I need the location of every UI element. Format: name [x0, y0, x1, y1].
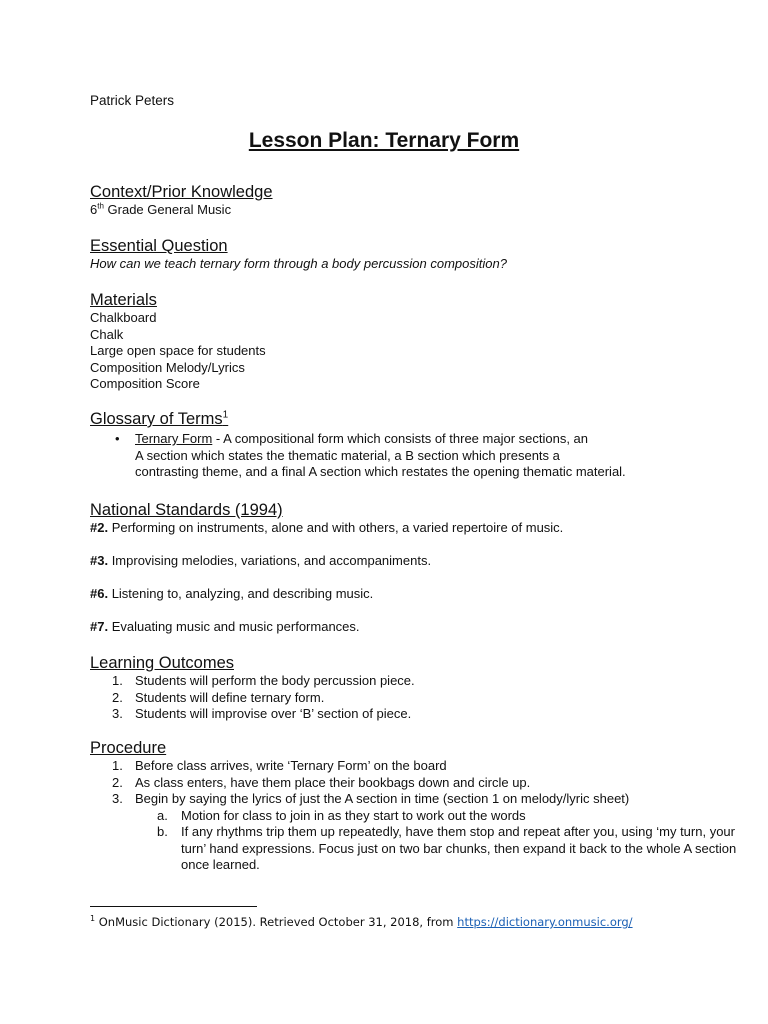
glossary-term: Ternary Form: [135, 431, 213, 446]
procedure-heading: Procedure: [90, 739, 167, 757]
procedure-step: 1. Before class arrives, write ‘Ternary Form’ on the board: [112, 758, 447, 773]
outcome-item: 3. Students will improvise over ‘B’ section of piece.: [112, 706, 412, 721]
bullet-icon: •: [115, 431, 120, 446]
standard-item: #2. Performing on instruments, alone and with others, a varied repertoire of music.: [90, 520, 564, 535]
procedure-substep: a. Motion for class to join in as they start to work out the words: [157, 807, 526, 823]
footnote-divider: [90, 906, 257, 907]
essential-question-heading: Essential Question: [90, 237, 228, 255]
standards-heading: National Standards (1994): [90, 501, 283, 519]
materials-item: Chalkboard: [90, 310, 157, 325]
essential-question-text: How can we teach ternary form through a body percussion composition?: [90, 256, 507, 271]
materials-item: Large open space for students: [90, 343, 266, 358]
standard-item: #7. Evaluating music and music performances.: [90, 619, 360, 634]
outcome-item: 1. Students will perform the body percussion piece.: [112, 673, 415, 688]
footnote: $^1$ OnMusic Dictionary (2015). Retrieved October 31, 2018, from https://dictionary.onmusic.org/: [90, 914, 633, 929]
page-title: Lesson Plan: Ternary Form: [248, 129, 520, 152]
procedure-step: 2. As class enters, have them place their bookbags down and circle up.: [112, 774, 531, 790]
glossary-section: [90, 409, 690, 481]
procedure-section: [90, 738, 737, 874]
author-name: Patrick Peters: [90, 93, 175, 108]
materials-section: [90, 290, 690, 393]
essential-question-section: [90, 236, 690, 273]
grade-text: 6th Grade General Music: [90, 201, 232, 217]
glossary-entry: • Ternary Form - A compositional form which consists of three major sections, an A section which states the thematic material, a B section which presents a contrasting theme, and a final A section which restates the opening thematic material.: [115, 431, 626, 479]
standard-item: #6. Listening to, analyzing, and describing music.: [90, 586, 374, 601]
outcomes-section: [90, 653, 690, 723]
materials-heading: Materials: [90, 291, 157, 309]
materials-item: Composition Score: [90, 376, 200, 391]
standards-section: [90, 500, 690, 652]
materials-item: Composition Melody/Lyrics: [90, 359, 245, 375]
glossary-heading: Glossary of Terms$^1$: [90, 409, 229, 428]
context-heading: Context/Prior Knowledge: [90, 183, 273, 201]
procedure-step: 3. Begin by saying the lyrics of just the A section in time (section 1 on melody/lyric sheet): [112, 791, 630, 806]
outcomes-heading: Learning Outcomes: [90, 654, 234, 672]
context-section: [90, 182, 690, 219]
outcome-item: 2. Students will define ternary form.: [112, 689, 325, 705]
standard-item: #3. Improvising melodies, variations, and accompaniments.: [90, 553, 432, 568]
materials-item: Chalk: [90, 326, 124, 342]
footnote-link[interactable]: https://dictionary.onmusic.org/: [457, 915, 633, 929]
procedure-substep: b. If any rhythms trip them up repeatedly, have them stop and repeat after you, using ‘my turn, your turn’ hand expressions. Focus just on two bar chunks, then expand it back to the whole A section once learned.: [157, 824, 737, 872]
